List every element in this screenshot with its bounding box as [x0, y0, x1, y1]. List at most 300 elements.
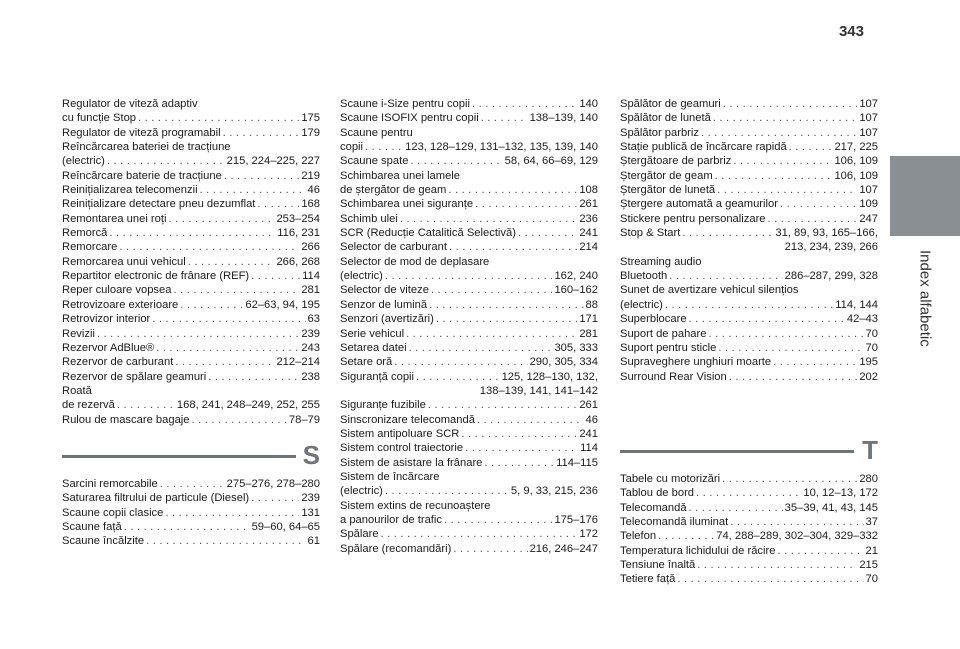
leader-dots	[107, 154, 225, 168]
leader-dots	[733, 154, 832, 168]
leader-dots	[773, 355, 857, 369]
entry-pages: 107	[859, 184, 878, 197]
entry-pages: 107	[859, 112, 878, 125]
leader-dots	[165, 506, 299, 520]
index-entry	[620, 515, 878, 529]
leader-dots	[152, 312, 305, 326]
leader-dots	[436, 312, 577, 326]
entry-term: Supraveghere unghiuri moarte	[620, 356, 772, 369]
entry-pages: 253–254	[276, 212, 320, 225]
index-entry	[62, 283, 320, 297]
entry-pages: 31, 89, 93, 165–166,	[775, 227, 878, 240]
index-entry	[340, 441, 598, 455]
index-entry	[62, 140, 320, 154]
leader-dots	[251, 269, 300, 283]
index-entry	[340, 355, 598, 369]
index-entry	[62, 413, 320, 427]
section-tab-marker	[890, 156, 960, 236]
entry-pages: 10, 12–13, 172	[803, 487, 878, 500]
index-entry	[620, 226, 878, 240]
entry-term: (electric)	[620, 298, 663, 311]
index-entry	[620, 544, 878, 558]
entry-term: Sinscronizare telecomandă	[340, 413, 475, 426]
entry-pages: 179	[301, 126, 320, 139]
entry-term: Bluetooth	[620, 270, 668, 283]
index-entry	[340, 341, 598, 355]
entry-pages: 175	[301, 112, 320, 125]
leader-dots	[168, 212, 274, 226]
index-entry	[340, 427, 598, 441]
entry-pages: 219	[301, 169, 320, 182]
leader-dots	[394, 355, 527, 369]
leader-dots	[173, 283, 299, 297]
index-entry	[62, 491, 320, 505]
index-entry	[620, 240, 878, 254]
index-entry	[340, 240, 598, 254]
index-entry	[340, 140, 598, 154]
index-entry	[62, 169, 320, 183]
entry-term: Saturarea filtrului de particule (Diesel)	[62, 492, 250, 505]
entry-term: Tensiune înaltă	[620, 558, 696, 571]
entry-pages: 106, 109	[834, 169, 878, 182]
entry-term: Schimb ulei	[340, 212, 398, 225]
entry-term: SCR (Reducție Catalitică Selectivă)	[340, 227, 516, 240]
index-entry	[62, 226, 320, 240]
leader-dots	[665, 298, 833, 312]
leader-dots	[156, 341, 299, 355]
entry-pages: 62–63, 94, 195	[245, 298, 320, 311]
entries-t	[620, 472, 878, 587]
entry-pages: 261	[579, 198, 598, 211]
index-entry	[62, 197, 320, 211]
entry-term: Telecomandă iluminat	[620, 515, 729, 528]
leader-dots	[138, 111, 299, 125]
entry-pages: 58, 64, 66–69, 129	[504, 155, 598, 168]
index-entry	[62, 370, 320, 384]
entry-term: Schimbarea unei siguranțe	[340, 198, 474, 211]
entry-term: de ștergător de geam	[340, 184, 447, 197]
leader-dots	[251, 491, 299, 505]
leader-dots	[385, 484, 509, 498]
entry-pages: 74, 288–289, 302–304, 329–332	[716, 530, 878, 543]
index-entry	[340, 384, 598, 398]
entry-pages: 216, 246–247	[529, 542, 598, 555]
entry-term: Reper culoare vopsea	[62, 284, 172, 297]
entry-pages: 106, 109	[834, 155, 878, 168]
index-entry	[62, 255, 320, 269]
entry-term: Spălător parbriz	[620, 126, 699, 139]
entry-pages: 63	[307, 313, 320, 326]
index-entry	[620, 183, 878, 197]
entry-term: Ștergător de lunetă	[620, 184, 716, 197]
entry-term: Temperatura lichidului de răcire	[620, 544, 776, 557]
entry-term: Stație publică de încărcare rapidă	[620, 141, 787, 154]
index-entry	[340, 542, 598, 556]
entry-term: Senzor de lumină	[340, 298, 428, 311]
entry-term: Selector de mod de deplasare	[340, 255, 490, 268]
index-entry	[620, 212, 878, 226]
index-entry	[340, 226, 598, 240]
entry-term: Repartitor electronic de frânare (REF)	[62, 270, 250, 283]
index-entry	[620, 327, 878, 341]
entry-pages: 109	[859, 198, 878, 211]
index-entry	[620, 341, 878, 355]
index-entry	[340, 398, 598, 412]
leader-dots	[677, 572, 863, 586]
entry-pages: 116, 231	[277, 227, 320, 240]
leader-dots	[723, 97, 858, 111]
entry-term: Sunet de avertizare vehicul silențios	[620, 284, 799, 297]
entry-pages: 114	[302, 270, 320, 283]
index-entry	[340, 183, 598, 197]
leader-dots	[730, 515, 863, 529]
entry-term: Remontarea unei roți	[62, 212, 167, 225]
index-entry	[62, 269, 320, 283]
index-entry	[620, 140, 878, 154]
entry-term: Telefon	[620, 530, 657, 543]
leader-dots	[117, 398, 175, 412]
index-entry	[62, 312, 320, 326]
entry-term: copii	[340, 141, 364, 154]
entry-term: Regulator de viteză adaptiv	[62, 98, 198, 110]
leader-dots	[400, 212, 578, 226]
entry-term: Retrovizor interior	[62, 313, 151, 326]
entry-pages: 247	[859, 212, 878, 225]
entry-pages: 35–39, 41, 43, 145	[784, 501, 878, 514]
entry-pages: 140	[579, 98, 598, 110]
entry-pages: 131	[301, 506, 320, 519]
leader-dots	[146, 534, 305, 548]
index-entry	[340, 413, 598, 427]
section-letter-s: S	[302, 439, 320, 470]
leader-dots	[780, 197, 857, 211]
index-entry	[62, 341, 320, 355]
entries-s	[62, 477, 320, 549]
index-entry	[340, 126, 598, 140]
leader-dots	[448, 183, 577, 197]
leader-dots	[689, 501, 783, 515]
entry-pages: 213, 234, 239, 266	[784, 241, 878, 254]
leader-dots	[119, 240, 299, 254]
entry-pages: 171	[579, 313, 598, 326]
entry-term: Remorcare	[62, 241, 118, 254]
entries-r	[62, 97, 320, 427]
leader-dots	[701, 126, 857, 140]
index-entry	[620, 486, 878, 500]
index-entry	[62, 327, 320, 341]
entry-term: Tetiere față	[620, 573, 676, 586]
entry-term: Stickere pentru personalizare	[620, 212, 766, 225]
entry-term: Scaune spate	[340, 155, 409, 168]
section-rule	[62, 455, 296, 458]
entry-pages: 168, 241, 248–249, 252, 255	[176, 399, 320, 412]
entry-term: Rulou de mascare bagaje	[62, 413, 190, 426]
leader-dots	[465, 441, 578, 455]
index-entry	[340, 312, 598, 326]
index-entry	[62, 355, 320, 369]
entry-pages: 123, 128–129, 131–132, 135, 139, 140	[405, 141, 598, 154]
entry-pages: 290, 305, 334	[529, 356, 598, 369]
leader-dots	[257, 197, 299, 211]
entry-pages: 281	[579, 327, 598, 340]
index-entry	[62, 477, 320, 491]
entry-pages: 78–79	[288, 413, 320, 426]
index-entry	[340, 197, 598, 211]
leader-dots	[453, 542, 527, 556]
entry-pages: 61	[307, 535, 320, 548]
entry-pages: 286–287, 299, 328	[784, 270, 878, 283]
index-entry	[340, 484, 598, 498]
index-entry	[340, 154, 598, 168]
index-entry	[340, 298, 598, 312]
entry-pages: 195	[859, 356, 878, 369]
index-entry	[620, 154, 878, 168]
index-entry	[620, 126, 878, 140]
index-entry	[340, 269, 598, 283]
index-entry	[62, 183, 320, 197]
index-entry	[620, 111, 878, 125]
entry-pages: 114, 144	[835, 298, 878, 311]
entry-term: Suport de pahare	[620, 327, 707, 340]
leader-dots	[715, 169, 833, 183]
entry-term: Regulator de viteză programabil	[62, 126, 221, 139]
leader-dots	[188, 255, 275, 269]
entry-term: Rezervor de carburant	[62, 356, 174, 369]
index-entry	[62, 111, 320, 125]
entry-term: Scaune i-Size pentru copii	[340, 98, 470, 110]
entry-pages: 217, 225	[834, 141, 878, 154]
entry-pages: 107	[859, 126, 878, 139]
entry-pages: 42–43	[846, 313, 878, 326]
leader-dots	[444, 513, 552, 527]
leader-dots	[192, 413, 287, 427]
entry-term: Setarea datei	[340, 341, 407, 354]
leader-dots	[722, 472, 857, 486]
leader-dots	[475, 197, 577, 211]
index-entry	[620, 370, 878, 384]
entry-pages: 59–60, 64–65	[251, 520, 320, 533]
entry-pages: 281	[301, 284, 320, 297]
entry-pages: 172	[579, 528, 598, 541]
entry-term: (electric)	[340, 485, 383, 498]
index-entry	[62, 240, 320, 254]
index-entry	[62, 97, 320, 111]
leader-dots	[449, 240, 577, 254]
entry-term: Surround Rear Vision	[620, 370, 727, 383]
leader-dots	[518, 226, 577, 240]
index-entry	[62, 534, 320, 548]
index-entry	[340, 97, 598, 111]
leader-dots	[777, 544, 863, 558]
leader-dots	[223, 126, 300, 140]
entry-term: Scaune pentru	[340, 126, 413, 139]
leader-dots	[461, 427, 577, 441]
entry-term: Reinițializarea telecomenzii	[62, 184, 198, 197]
entry-term: Sarcini remorcabile	[62, 477, 158, 490]
entry-pages: 241	[579, 227, 598, 240]
leader-dots	[428, 398, 578, 412]
leader-dots	[208, 370, 299, 384]
entry-term: Roată	[62, 384, 92, 397]
leader-dots	[682, 226, 773, 240]
entries-s-end	[620, 97, 878, 384]
index-entry	[620, 298, 878, 312]
index-entry	[620, 283, 878, 297]
leader-dots	[224, 169, 300, 183]
index-entry	[620, 529, 878, 543]
leader-dots	[481, 111, 528, 125]
entry-pages: 114	[580, 442, 598, 455]
leader-dots	[697, 558, 857, 572]
index-entry	[62, 384, 320, 398]
index-column-3	[620, 97, 878, 587]
index-column-1	[62, 97, 320, 549]
entry-term: Selector de viteze	[340, 284, 429, 297]
entry-pages: 215	[859, 558, 878, 571]
entry-pages: 70	[865, 573, 878, 586]
index-entry	[62, 520, 320, 534]
leader-dots	[729, 370, 858, 384]
entry-term: Spălare	[340, 528, 379, 541]
entry-term: Suport pentru sticle	[620, 341, 717, 354]
index-entry	[340, 470, 598, 484]
entry-pages: 138–139, 141, 141–142	[479, 384, 598, 397]
entry-term: de rezervă	[62, 399, 115, 412]
leader-dots	[175, 355, 274, 369]
index-entry	[620, 97, 878, 111]
entry-term: Reîncărcare baterie de tracțiune	[62, 169, 222, 182]
index-entry	[340, 255, 598, 269]
index-entry	[340, 513, 598, 527]
leader-dots	[180, 298, 243, 312]
entry-pages: 70	[865, 341, 878, 354]
leader-dots	[365, 140, 403, 154]
entry-term: Rezervor de spălare geamuri	[62, 370, 207, 383]
entry-term: Spălător de lunetă	[620, 112, 711, 125]
leader-dots	[431, 283, 553, 297]
entry-pages: 305, 333	[554, 341, 598, 354]
entry-term: Ștergător de geam	[620, 169, 713, 182]
entry-term: Tablou de bord	[620, 487, 695, 500]
entry-pages: 21	[865, 544, 878, 557]
entry-term: cu funcție Stop	[62, 112, 137, 125]
leader-dots	[713, 111, 858, 125]
entry-term: Serie vehicul	[340, 327, 405, 340]
leader-dots	[409, 341, 553, 355]
leader-dots	[484, 456, 554, 470]
entry-term: Spălător de geamuri	[620, 98, 721, 110]
entry-pages: 5, 9, 33, 215, 236	[510, 485, 598, 498]
entry-pages: 238	[301, 370, 320, 383]
section-header-t	[620, 436, 878, 464]
index-entry	[620, 312, 878, 326]
entry-term: Spălare (recomandări)	[340, 542, 452, 555]
leader-dots	[768, 212, 858, 226]
entry-pages: 70	[865, 327, 878, 340]
entry-pages: 168	[301, 198, 320, 211]
index-entry	[340, 212, 598, 226]
entry-pages: 243	[301, 341, 320, 354]
index-entry	[340, 456, 598, 470]
leader-dots	[429, 298, 583, 312]
leader-dots	[97, 327, 299, 341]
entry-pages: 114–115	[556, 456, 598, 469]
entry-term: Scaune ISOFIX pentru copii	[340, 112, 479, 125]
entry-term: Siguranță copii	[340, 370, 415, 383]
entry-term: Reîncărcarea bateriei de tracțiune	[62, 141, 231, 154]
entry-term: Senzori (avertizări)	[340, 313, 434, 326]
leader-dots	[385, 269, 553, 283]
entry-term: Rezervor AdBlue®	[62, 341, 155, 354]
entry-term: Scaune copii clasice	[62, 506, 164, 519]
entry-term: Retrovizoare exterioare	[62, 298, 179, 311]
index-entry	[62, 154, 320, 168]
entry-term: (electric)	[62, 155, 105, 168]
entry-pages: 212–214	[276, 356, 320, 369]
index-entry	[340, 327, 598, 341]
leader-dots	[472, 97, 577, 111]
leader-dots	[708, 327, 863, 341]
entry-pages: 266, 268	[276, 255, 320, 268]
entry-pages: 46	[585, 413, 598, 426]
entry-pages: 107	[859, 98, 878, 110]
entry-term: Tabele cu motorizări	[620, 472, 721, 485]
entry-term: Remorcă	[62, 227, 108, 240]
index-entry	[620, 169, 878, 183]
entry-term: (electric)	[340, 270, 383, 283]
entry-term: Sistem control traiectorie	[340, 442, 464, 455]
section-letter-t: T	[862, 434, 878, 465]
index-entry	[620, 355, 878, 369]
leader-dots	[689, 312, 845, 326]
section-rule	[620, 450, 854, 453]
index-entry	[62, 212, 320, 226]
entry-term: Stop & Start	[620, 227, 681, 240]
leader-dots	[109, 226, 275, 240]
entry-term: Ștergătoare de parbriz	[620, 155, 732, 168]
entry-pages: 175–176	[554, 513, 598, 526]
index-entry	[62, 506, 320, 520]
entry-pages: 214	[579, 241, 598, 254]
entry-term: Scaune față	[62, 520, 122, 533]
entry-pages: 239	[301, 492, 320, 505]
entry-term: Schimbarea unei lamele	[340, 169, 461, 182]
entry-term: Sistem extins de recunoaștere	[340, 499, 491, 512]
entry-term: Selector de carburant	[340, 241, 447, 254]
index-entry	[62, 298, 320, 312]
index-entry	[620, 472, 878, 486]
index-entry	[340, 169, 598, 183]
entry-term: a panourilor de trafic	[340, 513, 442, 526]
entry-term: Superblocare	[620, 313, 687, 326]
entry-pages: 88	[585, 298, 598, 311]
entry-pages: 125, 128–130, 132,	[501, 370, 598, 383]
leader-dots	[200, 183, 306, 197]
leader-dots	[717, 183, 857, 197]
entry-pages: 236	[579, 212, 598, 225]
index-entry	[620, 255, 878, 269]
section-header-s	[62, 441, 320, 469]
leader-dots	[477, 413, 584, 427]
leader-dots	[718, 341, 863, 355]
entry-pages: 280	[859, 472, 878, 485]
entry-term: Ștergere automată a geamurilor	[620, 198, 778, 211]
side-label	[910, 250, 940, 400]
entries-s-continued	[340, 97, 598, 556]
index-entry	[340, 370, 598, 384]
index-entry	[620, 197, 878, 211]
leader-dots	[410, 154, 502, 168]
